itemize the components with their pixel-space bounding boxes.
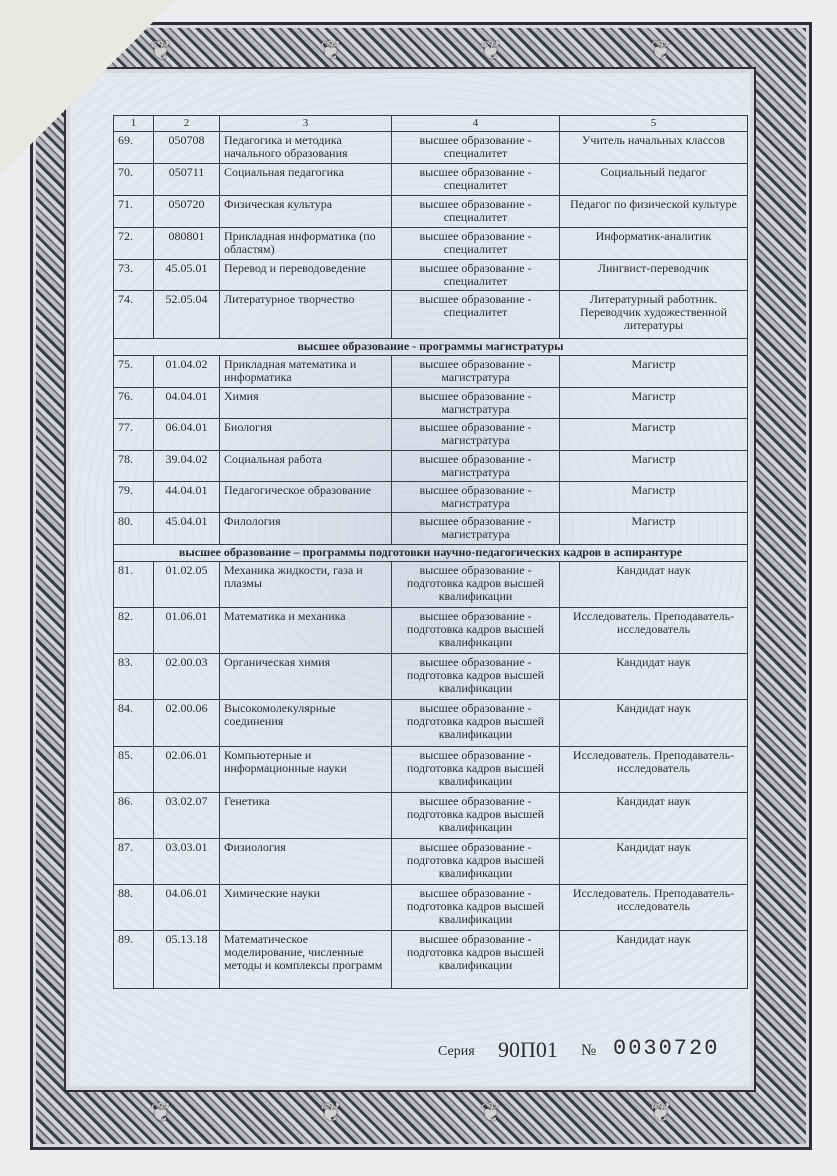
education-level: высшее образование - подготовка кадров высшей квалификации — [392, 608, 560, 654]
program-name: Высокомолекулярные соединения — [220, 700, 392, 747]
table-row — [114, 291, 748, 339]
table-row — [114, 747, 748, 793]
row-number: 70. — [114, 164, 154, 196]
programs-table-body — [114, 116, 748, 989]
ornament-icon: ❦ — [150, 36, 172, 65]
row-number: 73. — [114, 260, 154, 291]
education-level: высшее образование - подготовка кадров высшей квалификации — [392, 747, 560, 793]
section-heading-row — [114, 339, 748, 356]
qualification: Педагог по физической культуре — [560, 196, 748, 228]
program-code: 050708 — [154, 132, 220, 164]
column-number-header: 2 — [154, 116, 220, 132]
education-level: высшее образование - магистратура — [392, 419, 560, 451]
qualification: Магистр — [560, 482, 748, 513]
row-number: 88. — [114, 885, 154, 931]
qualification: Магистр — [560, 513, 748, 545]
qualification: Исследователь. Преподаватель-исследователь — [560, 885, 748, 931]
program-name: Физиология — [220, 839, 392, 885]
table-row — [114, 388, 748, 419]
program-name: Химия — [220, 388, 392, 419]
program-name: Филология — [220, 513, 392, 545]
program-code: 050720 — [154, 196, 220, 228]
column-number-header: 1 — [114, 116, 154, 132]
education-level: высшее образование - специалитет — [392, 291, 560, 339]
table-row — [114, 793, 748, 839]
row-number: 77. — [114, 419, 154, 451]
qualification: Кандидат наук — [560, 700, 748, 747]
column-number-header: 4 — [392, 116, 560, 132]
education-level: высшее образование - магистратура — [392, 513, 560, 545]
qualification: Исследователь. Преподаватель-исследователь — [560, 747, 748, 793]
program-code: 01.06.01 — [154, 608, 220, 654]
program-code: 01.02.05 — [154, 562, 220, 608]
program-code: 45.05.01 — [154, 260, 220, 291]
education-level: высшее образование - подготовка кадров высшей квалификации — [392, 839, 560, 885]
program-code: 45.04.01 — [154, 513, 220, 545]
education-level: высшее образование - магистратура — [392, 451, 560, 482]
row-number: 81. — [114, 562, 154, 608]
education-level: высшее образование - подготовка кадров высшей квалификации — [392, 654, 560, 700]
qualification: Исследователь. Преподаватель-исследователь — [560, 608, 748, 654]
table-row — [114, 513, 748, 545]
education-level: высшее образование - специалитет — [392, 260, 560, 291]
education-level: высшее образование - подготовка кадров высшей квалификации — [392, 793, 560, 839]
education-level: высшее образование - подготовка кадров высшей квалификации — [392, 885, 560, 931]
row-number: 69. — [114, 132, 154, 164]
program-name: Механика жидкости, газа и плазмы — [220, 562, 392, 608]
ornament-icon: ❦ — [650, 1098, 672, 1127]
ornament-icon: ❦ — [480, 36, 502, 65]
education-level: высшее образование - магистратура — [392, 388, 560, 419]
program-code: 080801 — [154, 228, 220, 260]
row-number: 86. — [114, 793, 154, 839]
program-name: Педагогическое образование — [220, 482, 392, 513]
education-level: высшее образование - подготовка кадров высшей квалификации — [392, 562, 560, 608]
education-level: высшее образование - специалитет — [392, 164, 560, 196]
qualification: Магистр — [560, 451, 748, 482]
program-name: Генетика — [220, 793, 392, 839]
table-row — [114, 482, 748, 513]
qualification: Социальный педагог — [560, 164, 748, 196]
series-value: 90П01 — [498, 1037, 558, 1062]
row-number: 78. — [114, 451, 154, 482]
program-code: 03.02.07 — [154, 793, 220, 839]
table-row — [114, 356, 748, 388]
row-number: 71. — [114, 196, 154, 228]
program-code: 39.04.02 — [154, 451, 220, 482]
column-number-header: 5 — [560, 116, 748, 132]
row-number: 80. — [114, 513, 154, 545]
program-name: Математика и механика — [220, 608, 392, 654]
program-code: 02.00.03 — [154, 654, 220, 700]
ornament-icon: ❦ — [480, 1098, 502, 1127]
table-row — [114, 164, 748, 196]
document-series — [438, 1036, 718, 1066]
education-level: высшее образование - магистратура — [392, 356, 560, 388]
row-number: 89. — [114, 931, 154, 989]
folded-corner — [0, 0, 175, 175]
row-number: 79. — [114, 482, 154, 513]
education-level: высшее образование - специалитет — [392, 196, 560, 228]
program-code: 04.04.01 — [154, 388, 220, 419]
program-name: Социальная педагогика — [220, 164, 392, 196]
table-row — [114, 260, 748, 291]
section-heading: высшее образование - программы магистратуры — [114, 339, 748, 356]
ornament-icon: ❦ — [320, 1098, 342, 1127]
program-code: 04.06.01 — [154, 885, 220, 931]
table-row — [114, 608, 748, 654]
series-label: Серия — [438, 1044, 475, 1059]
qualification: Информатик-аналитик — [560, 228, 748, 260]
program-code: 050711 — [154, 164, 220, 196]
row-number: 85. — [114, 747, 154, 793]
program-name: Биология — [220, 419, 392, 451]
qualification: Учитель начальных классов — [560, 132, 748, 164]
education-level: высшее образование - подготовка кадров высшей квалификации — [392, 931, 560, 989]
column-number-header: 3 — [220, 116, 392, 132]
table-row — [114, 700, 748, 747]
row-number: 87. — [114, 839, 154, 885]
table-row — [114, 885, 748, 931]
table-row — [114, 839, 748, 885]
program-name: Химические науки — [220, 885, 392, 931]
table-row — [114, 228, 748, 260]
row-number: 75. — [114, 356, 154, 388]
program-code: 05.13.18 — [154, 931, 220, 989]
program-name: Органическая химия — [220, 654, 392, 700]
qualification: Магистр — [560, 388, 748, 419]
table-row — [114, 196, 748, 228]
number-label: № — [581, 1042, 597, 1059]
ornament-icon: ❦ — [150, 1098, 172, 1127]
program-code: 06.04.01 — [154, 419, 220, 451]
program-name: Прикладная математика и информатика — [220, 356, 392, 388]
row-number: 83. — [114, 654, 154, 700]
qualification: Магистр — [560, 419, 748, 451]
programs-table — [113, 115, 748, 989]
qualification: Кандидат наук — [560, 654, 748, 700]
table-row — [114, 562, 748, 608]
serial-number: 0030720 — [613, 1036, 720, 1061]
education-level: высшее образование - магистратура — [392, 482, 560, 513]
program-code: 02.00.06 — [154, 700, 220, 747]
table-row — [114, 132, 748, 164]
program-name: Социальная работа — [220, 451, 392, 482]
education-level: высшее образование - подготовка кадров высшей квалификации — [392, 700, 560, 747]
program-name: Математическое моделирование, численные методы и комплексы программ — [220, 931, 392, 989]
program-code: 02.06.01 — [154, 747, 220, 793]
table-row — [114, 931, 748, 989]
program-code: 03.03.01 — [154, 839, 220, 885]
ornament-icon: ❦ — [650, 36, 672, 65]
qualification: Кандидат наук — [560, 562, 748, 608]
program-name: Педагогика и методика начального образования — [220, 132, 392, 164]
program-code: 01.04.02 — [154, 356, 220, 388]
program-name: Литературное творчество — [220, 291, 392, 339]
table-header-row — [114, 116, 748, 132]
education-level: высшее образование - специалитет — [392, 228, 560, 260]
table-row — [114, 419, 748, 451]
qualification: Литературный работник. Переводчик художественной литературы — [560, 291, 748, 339]
section-heading: высшее образование – программы подготовки научно-педагогических кадров в аспирантуре — [114, 545, 748, 562]
education-level: высшее образование - специалитет — [392, 132, 560, 164]
qualification: Магистр — [560, 356, 748, 388]
section-heading-row — [114, 545, 748, 562]
row-number: 74. — [114, 291, 154, 339]
qualification: Кандидат наук — [560, 839, 748, 885]
program-name: Компьютерные и информационные науки — [220, 747, 392, 793]
row-number: 84. — [114, 700, 154, 747]
program-code: 44.04.01 — [154, 482, 220, 513]
program-name: Прикладная информатика (по областям) — [220, 228, 392, 260]
qualification: Кандидат наук — [560, 793, 748, 839]
row-number: 76. — [114, 388, 154, 419]
row-number: 72. — [114, 228, 154, 260]
ornament-icon: ❦ — [320, 36, 342, 65]
table-row — [114, 451, 748, 482]
program-code: 52.05.04 — [154, 291, 220, 339]
row-number: 82. — [114, 608, 154, 654]
qualification: Лингвист-переводчик — [560, 260, 748, 291]
program-name: Физическая культура — [220, 196, 392, 228]
table-row — [114, 654, 748, 700]
program-name: Перевод и переводоведение — [220, 260, 392, 291]
qualification: Кандидат наук — [560, 931, 748, 989]
